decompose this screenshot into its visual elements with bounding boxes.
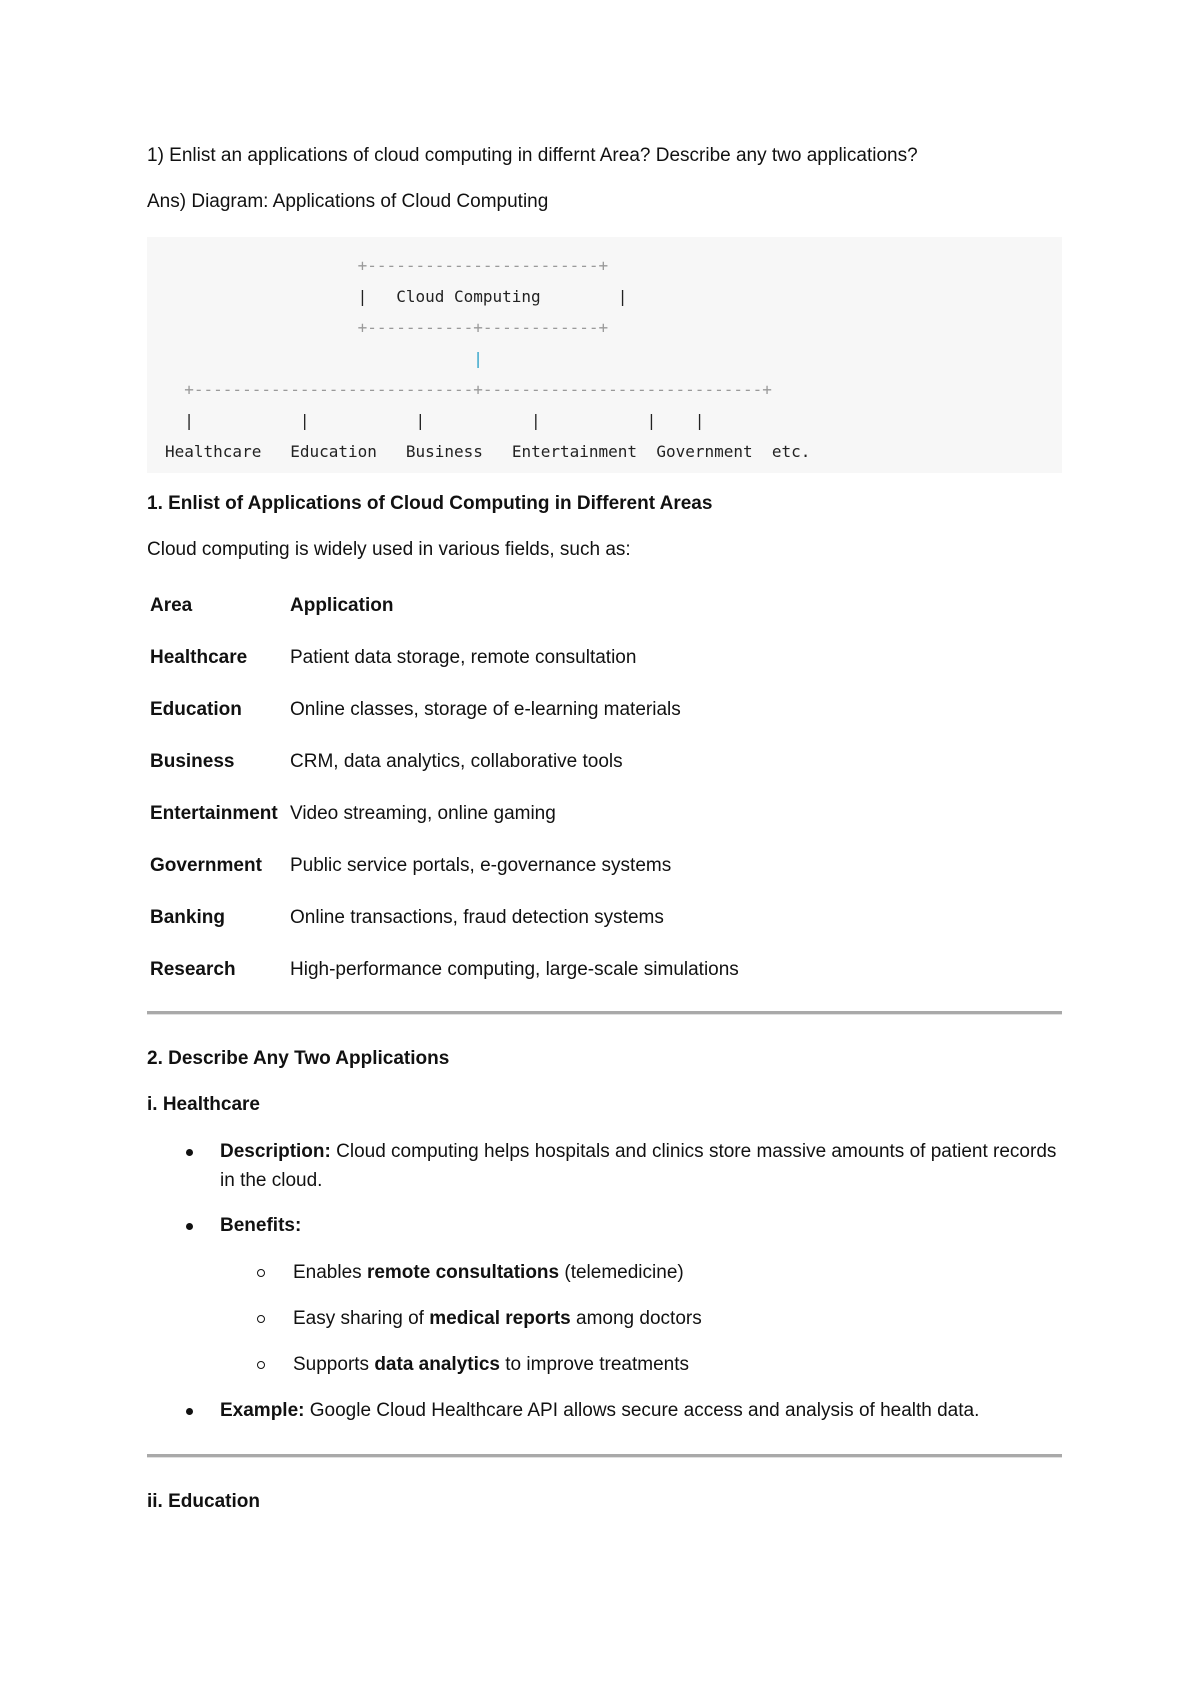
section1-heading: 1. Enlist of Applications of Cloud Computing in Different Areas <box>147 493 713 514</box>
diagram-branch: Entertainment <box>511 442 638 461</box>
table-cell-area: Banking <box>150 907 225 928</box>
circle-bullet-icon <box>257 1269 265 1277</box>
example-label: Example: <box>220 1400 305 1421</box>
healthcare-heading: i. Healthcare <box>147 1094 260 1115</box>
diagram-branch: etc. <box>771 442 811 461</box>
benefit-text: (telemedicine) <box>559 1262 684 1283</box>
table-header: Application <box>290 595 394 616</box>
table-row <box>150 788 739 840</box>
list-item-description <box>147 1137 1062 1195</box>
bullet-icon <box>186 1408 193 1415</box>
diagram-branch: Government <box>656 442 753 461</box>
table-row <box>150 736 739 788</box>
table-cell-application: CRM, data analytics, collaborative tools <box>290 751 623 772</box>
benefit-text: to improve treatments <box>500 1354 690 1375</box>
table-cell-area: Government <box>150 855 262 876</box>
table-cell-application: Video streaming, online gaming <box>290 803 556 824</box>
circle-bullet-icon <box>257 1361 265 1369</box>
table-cell-area: Education <box>150 699 242 720</box>
table-cell-application: Public service portals, e-governance systems <box>290 855 672 876</box>
list-item-benefits <box>147 1211 1062 1379</box>
benefit-bold: remote consultations <box>366 1262 560 1283</box>
benefit-text: Enables <box>293 1262 367 1283</box>
list-item-example <box>147 1396 1062 1425</box>
section2-heading: 2. Describe Any Two Applications <box>147 1048 450 1069</box>
ascii-diagram: +------------------------+ | Cloud Computing | +-----------+------------+ | +-----------------------------+-----------------------------+ | | | | | | Healthcare Education Business Entertainment Government etc. <box>165 256 811 461</box>
section1-intro: Cloud computing is widely used in various fields, such as: <box>147 539 631 560</box>
education-heading: ii. Education <box>147 1491 260 1512</box>
table-cell-application: High-performance computing, large-scale simulations <box>290 959 739 980</box>
description-text: Cloud computing helps hospitals and clinics store massive amounts of patient records in the cloud. <box>220 1141 1057 1191</box>
table-header-row <box>150 580 739 632</box>
benefits-sub-list <box>220 1258 1062 1379</box>
table-row <box>150 892 739 944</box>
example-text: Google Cloud Healthcare API allows secure access and analysis of health data. <box>304 1400 980 1421</box>
benefits-label: Benefits: <box>220 1215 302 1236</box>
diagram-branch: Business <box>405 442 483 461</box>
benefit-text: Easy sharing of <box>293 1308 430 1329</box>
healthcare-bullet-list <box>147 1137 1062 1425</box>
table-cell-area: Research <box>150 959 236 980</box>
table-cell-application: Patient data storage, remote consultation <box>290 647 637 668</box>
benefit-item <box>147 1258 1062 1287</box>
answer-intro: Ans) Diagram: Applications of Cloud Computing <box>147 191 549 212</box>
table-row <box>150 684 739 736</box>
bullet-icon <box>186 1149 193 1156</box>
table-row <box>150 632 739 684</box>
bullet-icon <box>186 1223 193 1230</box>
question-text: 1) Enlist an applications of cloud computing in differnt Area? Describe any two applications? <box>147 145 918 166</box>
horizontal-rule <box>147 1454 1062 1458</box>
benefit-text: Supports <box>293 1354 375 1375</box>
benefit-item <box>147 1304 1062 1333</box>
description-label: Description: <box>220 1141 331 1162</box>
table-row <box>150 944 739 996</box>
circle-bullet-icon <box>257 1315 265 1323</box>
table-header: Area <box>150 595 193 616</box>
benefit-item <box>147 1350 1062 1379</box>
diagram-branch: Education <box>290 442 377 461</box>
diagram-branch: Healthcare <box>165 442 262 461</box>
table-cell-area: Business <box>150 751 235 772</box>
table-cell-area: Entertainment <box>150 803 278 824</box>
table-cell-application: Online classes, storage of e-learning materials <box>290 699 681 720</box>
horizontal-rule <box>147 1011 1062 1015</box>
diagram-root: Cloud Computing <box>396 287 541 306</box>
benefit-text: among doctors <box>570 1308 702 1329</box>
benefit-bold: data analytics <box>374 1354 500 1375</box>
applications-table <box>150 580 739 996</box>
benefit-bold: medical reports <box>429 1308 571 1329</box>
table-cell-application: Online transactions, fraud detection systems <box>290 907 664 928</box>
cloud-diagram <box>147 237 1062 473</box>
table-row <box>150 840 739 892</box>
table-cell-area: Healthcare <box>150 647 248 668</box>
